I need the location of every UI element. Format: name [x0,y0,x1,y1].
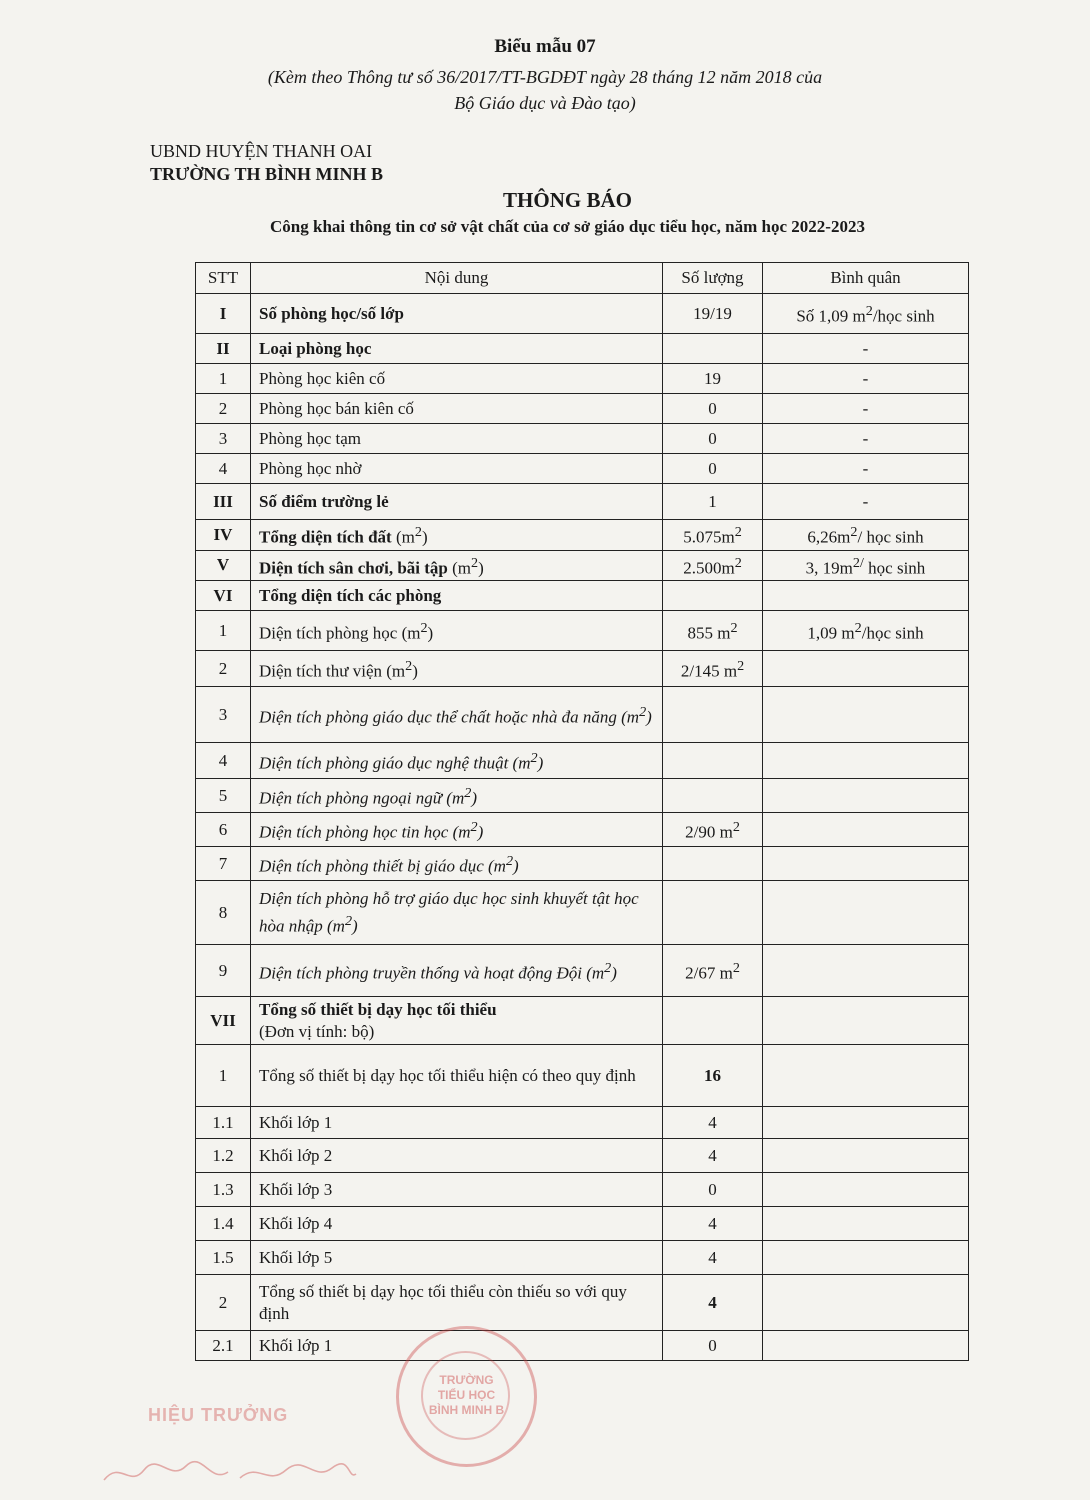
cell-content [251,550,663,581]
cell-average [763,581,969,611]
cell-average [763,779,969,813]
cell-content: Khối lớp 2 [251,1139,663,1173]
cell-content: Khối lớp 5 [251,1241,663,1275]
facilities-table [195,262,969,1361]
cell-average [763,945,969,997]
table-row [196,813,969,847]
principal-title: HIỆU TRƯỞNG [148,1405,289,1425]
school-stamp [396,1326,537,1467]
content-sup: 2 [344,912,353,929]
form-title: Biểu mẫu 07 [494,36,596,57]
stamp-line: BÌNH MINH B [428,1403,505,1417]
cell-quantity: 4 [663,1107,763,1139]
avg-text: 6,26m [807,527,851,547]
unit-sup: 2 [471,554,479,571]
cell-quantity [663,847,763,881]
table-row [196,294,969,334]
qty-sup: 2 [730,619,738,636]
cell-average: - [763,484,969,520]
content-text: Diện tích phòng hỗ trợ giáo dục học sinh khuyết tật học hòa nhập (m [259,888,639,936]
cell-average: - [763,454,969,484]
cell-stt: 1.1 [196,1107,251,1139]
table-row [196,1207,969,1241]
form-note-line1: (Kèm theo Thông tư số 36/2017/TT-BGDĐT ngày 28 tháng 12 năm 2018 của [267,67,823,87]
content-sup: 2 [604,959,612,976]
unit-text-end: ) [478,558,484,578]
cell-content: Phòng học kiên cố [251,364,663,394]
cell-stt: 5 [196,779,251,813]
header-quantity: Số lượng [663,263,763,294]
content-text-end: ) [471,788,477,808]
avg-text: Số 1,09 m [796,306,866,326]
qty-sup: 2 [732,818,740,835]
cell-content: Tổng diện tích các phòng [251,581,663,611]
cell-quantity [663,581,763,611]
cell-average: - [763,424,969,454]
cell-content [251,687,663,743]
cell-stt: 6 [196,813,251,847]
table-row [196,687,969,743]
cell-stt: 7 [196,847,251,881]
table-row [196,454,969,484]
avg-text-end: /học sinh [861,623,924,643]
cell-quantity: 4 [663,1207,763,1241]
cell-stt: III [196,484,251,520]
organization-block [150,140,383,186]
qty-text: 2/90 m [685,822,733,842]
cell-average [763,611,969,651]
cell-stt: 1 [196,1045,251,1107]
cell-average [763,1045,969,1107]
cell-average [763,1139,969,1173]
content-text-end: ) [646,707,652,727]
cell-stt: 1 [196,364,251,394]
signature-scribble [100,1452,360,1492]
table-row [196,847,969,881]
cell-content [251,847,663,881]
table-row [196,1045,969,1107]
cell-stt: V [196,550,251,581]
content-sup: 2 [639,703,647,720]
content-text: Diện tích thư viện (m [259,661,406,681]
cell-average [763,520,969,551]
cell-average [763,550,969,581]
cell-quantity [663,520,763,551]
cell-average [763,1331,969,1361]
content-text-end: ) [352,916,358,936]
cell-quantity: 19 [663,364,763,394]
cell-content: Khối lớp 4 [251,1207,663,1241]
content-text-end: ) [537,753,544,773]
cell-average [763,847,969,881]
cell-stt: 1.3 [196,1173,251,1207]
cell-average [763,743,969,779]
cell-quantity: 0 [663,424,763,454]
table-row [196,997,969,1045]
qty-sup: 2 [737,657,745,674]
cell-content: Khối lớp 3 [251,1173,663,1207]
content-text: Tổng diện tích đất [259,527,392,547]
table-row [196,424,969,454]
header-content: Nội dung [251,263,663,294]
unit-text-end: ) [421,527,428,547]
cell-content [251,520,663,551]
content-text: Diện tích sân chơi, bãi tập [259,558,448,578]
table-row [196,1331,969,1361]
content-text-end: ) [427,623,434,643]
cell-quantity: 4 [663,1275,763,1331]
org-school: TRƯỜNG TH BÌNH MINH B [150,164,384,184]
cell-average [763,1173,969,1207]
cell-stt: 4 [196,454,251,484]
content-text: Diện tích phòng học (m [259,623,421,643]
table-row [196,520,969,551]
unit-text: (m [447,558,472,578]
unit-sup: 2 [414,524,422,540]
cell-average [763,1107,969,1139]
notice-subtitle: Công khai thông tin cơ sở vật chất của cơ sở giáo dục tiểu học, năm học 2022-2023 [270,217,865,236]
cell-stt: 2 [196,394,251,424]
cell-quantity [663,687,763,743]
content-sup: 2 [420,619,428,636]
content-text: Diện tích phòng giáo dục thể chất hoặc nhà đa năng (m [259,707,640,727]
avg-sup: 2 [854,619,862,636]
table-row [196,550,969,581]
cell-quantity [663,881,763,945]
cell-quantity [663,945,763,997]
cell-content: Tổng số thiết bị dạy học tối thiểu hiện có theo quy định [251,1045,663,1107]
content-text-end: ) [513,856,519,876]
qty-sup: 2 [734,554,742,571]
cell-content [251,743,663,779]
cell-quantity: 19/19 [663,294,763,334]
table-row [196,945,969,997]
cell-stt: 2 [196,651,251,687]
table-row [196,743,969,779]
cell-quantity: 0 [663,1173,763,1207]
stamp-line: TRƯỜNG [439,1373,494,1387]
cell-quantity: 0 [663,1331,763,1361]
cell-average [763,1275,969,1331]
content-text-end: ) [412,661,418,681]
cell-quantity [663,334,763,364]
cell-quantity: 0 [663,454,763,484]
header-average: Bình quân [763,263,969,294]
cell-quantity [663,997,763,1045]
org-parent: UBND HUYỆN THANH OAI [150,141,373,161]
content-sup: 2 [464,784,472,801]
cell-quantity: 16 [663,1045,763,1107]
qty-sup: 2 [732,959,740,976]
cell-content: Phòng học nhờ [251,454,663,484]
table-row [196,611,969,651]
avg-sup: 2 [865,302,873,319]
table-row [196,1139,969,1173]
cell-quantity [663,611,763,651]
cell-stt: 1.5 [196,1241,251,1275]
cell-content: Số điểm trường lẻ [251,484,663,520]
cell-content: Khối lớp 1 [251,1107,663,1139]
table-row [196,394,969,424]
content-text: Diện tích phòng truyền thống và hoạt động Đội (m [259,963,605,983]
cell-content [251,945,663,997]
table-row [196,364,969,394]
cell-quantity [663,651,763,687]
cell-quantity [663,550,763,581]
cell-stt: I [196,294,251,334]
qty-text: 2.500m [683,558,735,578]
cell-stt: 1 [196,611,251,651]
form-note [0,64,1090,116]
content-text: Diện tích phòng thiết bị giáo dục (m [259,856,506,876]
cell-average [763,687,969,743]
cell-content [251,813,663,847]
content-text: Diện tích phòng giáo dục nghệ thuật (m [259,753,531,773]
cell-content [251,881,663,945]
cell-stt: 3 [196,687,251,743]
content-sup: 2 [405,657,413,674]
content-text: Diện tích phòng ngoại ngữ (m [259,788,465,808]
avg-text-end: /học sinh [872,306,935,326]
table-row [196,779,969,813]
table-row [196,1275,969,1331]
qty-text: 2/145 m [680,661,738,681]
cell-average [763,1241,969,1275]
cell-average [763,881,969,945]
cell-quantity: 0 [663,394,763,424]
content-text: Tổng số thiết bị dạy học tối thiểu [259,999,497,1019]
cell-stt: 2 [196,1275,251,1331]
avg-text-end: học sinh [863,558,926,578]
qty-sup: 2 [734,524,742,540]
cell-stt: 1.2 [196,1139,251,1173]
cell-quantity [663,813,763,847]
qty-text: 5.075m [683,527,735,547]
cell-content: Khối lớp 1 [251,1331,663,1361]
avg-text: 3, 19m [805,558,853,578]
cell-average [763,1207,969,1241]
cell-stt: 8 [196,881,251,945]
header-stt: STT [196,263,251,294]
form-note-line2: Bộ Giáo dục và Đào tạo) [454,93,636,113]
cell-quantity [663,743,763,779]
cell-stt: II [196,334,251,364]
cell-content [251,651,663,687]
qty-text: 2/67 m [685,963,733,983]
content-text-end: ) [477,822,484,842]
content-sup: 2 [505,852,514,869]
avg-text-end: / học sinh [857,527,924,547]
table-row [196,1173,969,1207]
content-text: Diện tích phòng học tin học (m [259,822,471,842]
notice-title: THÔNG BÁO [503,188,632,212]
cell-stt: 1.4 [196,1207,251,1241]
cell-stt: 4 [196,743,251,779]
table-row [196,1241,969,1275]
content-sup: 2 [470,818,478,835]
table-row [196,1107,969,1139]
content-text-end: ) [611,963,617,983]
table-row [196,334,969,364]
cell-content [251,611,663,651]
cell-quantity: 1 [663,484,763,520]
cell-average: - [763,334,969,364]
content-unit: (Đơn vị tính: bộ) [259,1021,375,1041]
content-sup: 2 [530,749,538,766]
cell-stt: VII [196,997,251,1045]
cell-quantity [663,779,763,813]
cell-content: Số phòng học/số lớp [251,294,663,334]
cell-stt: 9 [196,945,251,997]
stamp-line: TIỂU HỌC [437,1388,496,1402]
cell-stt: 2.1 [196,1331,251,1361]
cell-content: Loại phòng học [251,334,663,364]
cell-content: Phòng học bán kiên cố [251,394,663,424]
cell-quantity: 4 [663,1139,763,1173]
table-row [196,651,969,687]
table-row [196,581,969,611]
table-row [196,881,969,945]
avg-sup: 2/ [852,554,864,571]
cell-average [763,651,969,687]
cell-content: Phòng học tạm [251,424,663,454]
table-row [196,484,969,520]
cell-stt: 3 [196,424,251,454]
avg-sup: 2 [850,524,858,540]
unit-text: (m [391,527,415,547]
cell-content: Tổng số thiết bị dạy học tối thiểu còn thiếu so với quy định [251,1275,663,1331]
stamp-text [399,1373,534,1418]
cell-average [763,294,969,334]
cell-content [251,997,663,1045]
qty-text: 855 m [687,623,731,643]
cell-stt: IV [196,520,251,551]
cell-average: - [763,394,969,424]
cell-stt: VI [196,581,251,611]
table-header-row [196,263,969,294]
cell-average [763,813,969,847]
cell-average: - [763,364,969,394]
cell-content [251,779,663,813]
cell-quantity: 4 [663,1241,763,1275]
avg-text: 1,09 m [807,623,855,643]
cell-average [763,997,969,1045]
